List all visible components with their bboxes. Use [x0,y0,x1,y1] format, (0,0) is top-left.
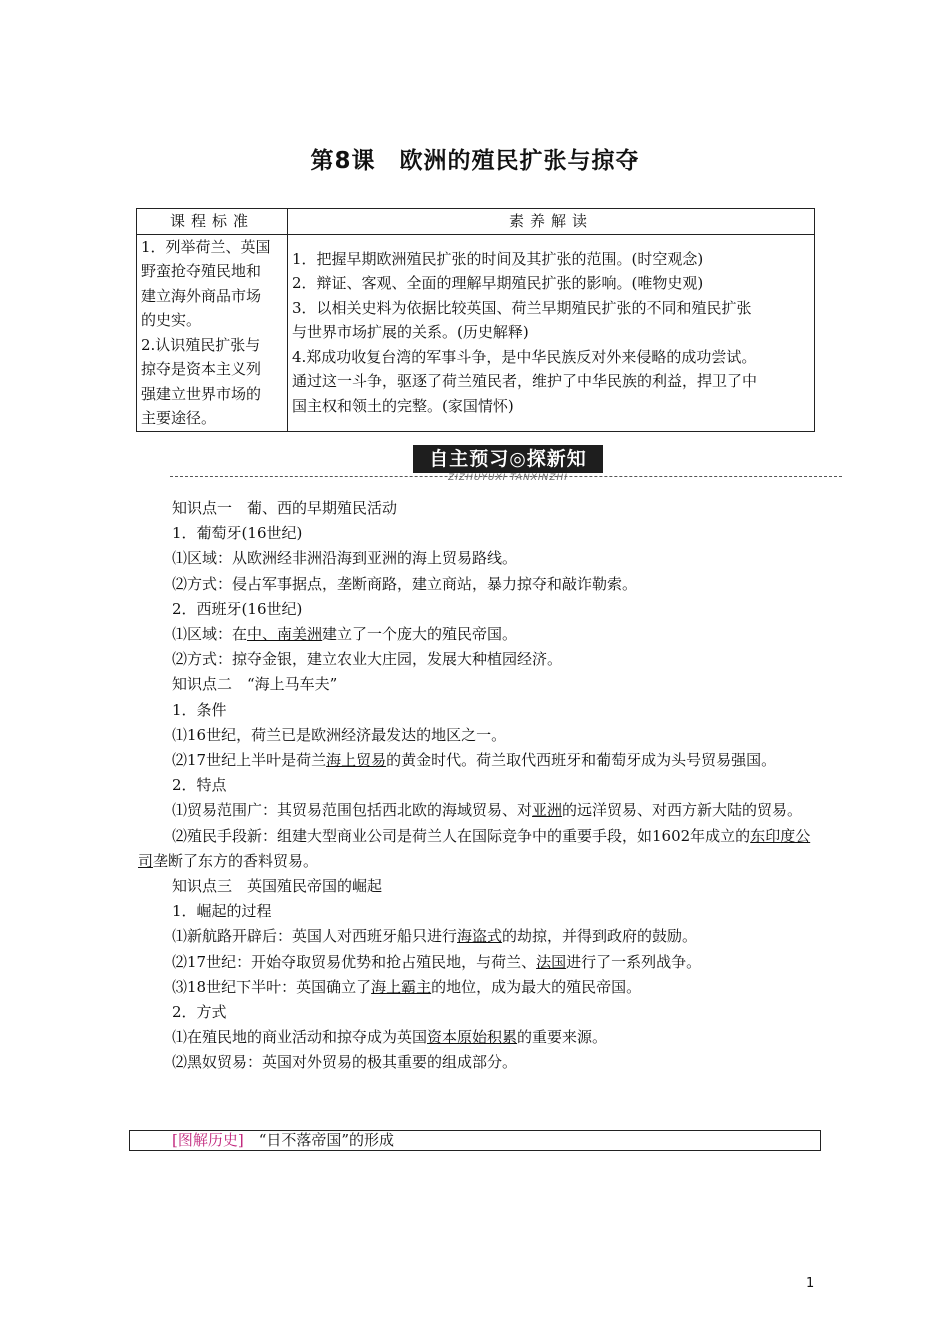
diagram-history-tag: [图解历史] [172,1131,244,1149]
literacy-line: 1．把握早期欧洲殖民扩张的时间及其扩张的范围。(时空观念) [292,249,704,268]
fill-answer: 海上霸主 [371,977,432,996]
fill-answer: 东印度公司 [138,826,811,870]
literacy-line: 3．以相关史料为依据比较英国、荷兰早期殖民扩张的不同和殖民扩张 [292,298,752,317]
content-line: 2．西班牙(16世纪) [172,599,303,618]
content-line: ⑴贸易范围广：其贸易范围包括西北欧的海域贸易、对亚洲的远洋贸易、对西方新大陆的贸易。 [172,801,803,820]
content-body [138,496,818,1076]
table-header-literacy: 素养解读 [288,209,815,235]
fill-answer: 中、南美洲 [247,625,323,644]
content-line: 2．特点 [172,776,227,795]
fill-answer: 资本原始积累 [427,1028,518,1047]
content-line: 1．崛起的过程 [172,902,272,921]
banner-label: 自主预习◎探新知 [413,445,603,473]
literacy-line: 通过这一斗争，驱逐了荷兰殖民者，维护了中华民族的利益，捍卫了中 [292,372,758,390]
content-line: ⑵黑奴贸易：英国对外贸易的极其重要的组成部分。 [172,1053,518,1072]
content-line: 1．葡萄牙(16世纪) [172,524,303,543]
content-line: ⑴区域：从欧洲经非洲沿海到亚洲的海上贸易路线。 [172,549,518,568]
table-header-standard: 课程标准 [137,209,288,235]
section-heading: 知识点二 “海上马车夫” [172,675,338,694]
content-line: ⑴新航路开辟后：英国人对西班牙船只进行海盗式的劫掠，并得到政府的鼓励。 [172,927,698,946]
standard-line: 1．列举荷兰、英国 [141,237,271,256]
fill-answer: 海盗式 [457,927,503,946]
content-line: ⑵殖民手段新：组建大型商业公司是荷兰人在国际竞争中的重要手段，如1602年成立的东印度公司垄断了东方的香料贸易。 [138,826,811,870]
content-line: ⑵17世纪上半叶是荷兰海上贸易的黄金时代。荷兰取代西班牙和葡萄牙成为头号贸易强国。 [172,751,777,770]
banner-subtitle: ZIZHUYUXI TANXINZHI [448,473,568,483]
section-banner [170,443,842,485]
content-line: ⑵方式：掠夺金银，建立农业大庄园，发展大种植园经济。 [172,650,563,669]
standard-line: 建立海外商品市场 [141,286,262,305]
content-line: ⑵方式：侵占军事据点，垄断商路，建立商站，暴力掠夺和敲诈勒索。 [172,574,638,593]
standard-line: 的史实。 [141,311,202,329]
content-line: 2．方式 [172,1003,227,1022]
standard-line: 掠夺是资本主义列 [141,360,262,378]
literacy-line: 与世界市场扩展的关系。(历史解释) [292,323,529,341]
standard-cell [137,234,288,431]
standard-line: 2.认识殖民扩张与 [141,335,261,354]
standard-line: 强建立世界市场的 [141,384,262,403]
literacy-line: 4.郑成功收复台湾的军事斗争，是中华民族反对外来侵略的成功尝试。 [292,347,757,366]
content-line: ⑴区域：在中、南美洲建立了一个庞大的殖民帝国。 [172,625,518,644]
page-number: 1 [806,1276,815,1291]
diagram-history-box [129,1130,821,1151]
content-line: ⑶18世纪下半叶：英国确立了海上霸主的地位，成为最大的殖民帝国。 [172,977,642,996]
fill-answer: 法国 [536,952,567,971]
content-line: ⑴16世纪，荷兰已是欧洲经济最发达的地区之一。 [172,725,507,744]
content-line: 1．条件 [172,700,227,719]
standard-line: 野蛮抢夺殖民地和 [141,262,262,280]
content-line: ⑵17世纪：开始夺取贸易优势和抢占殖民地，与荷兰、法国进行了一系列战争。 [172,952,702,971]
literacy-line: 国主权和领土的完整。(家国情怀) [292,396,514,415]
diagram-history-title: “日不落帝国”的形成 [243,1131,395,1149]
content-line: ⑴在殖民地的商业活动和掠夺成为英国资本原始积累的重要来源。 [172,1028,608,1047]
literacy-cell [288,234,815,431]
fill-answer: 亚洲 [532,801,563,820]
fill-answer: 海上贸易 [326,751,387,770]
literacy-line: 2．辩证、客观、全面的理解早期殖民扩张的影响。(唯物史观) [292,274,704,292]
section-heading: 知识点三 英国殖民帝国的崛起 [172,877,383,896]
page-title: 第8课 欧洲的殖民扩张与掠夺 [310,148,640,174]
section-heading: 知识点一 葡、西的早期殖民活动 [172,499,398,517]
curriculum-table [136,208,815,432]
standard-line: 主要途径。 [141,409,217,427]
